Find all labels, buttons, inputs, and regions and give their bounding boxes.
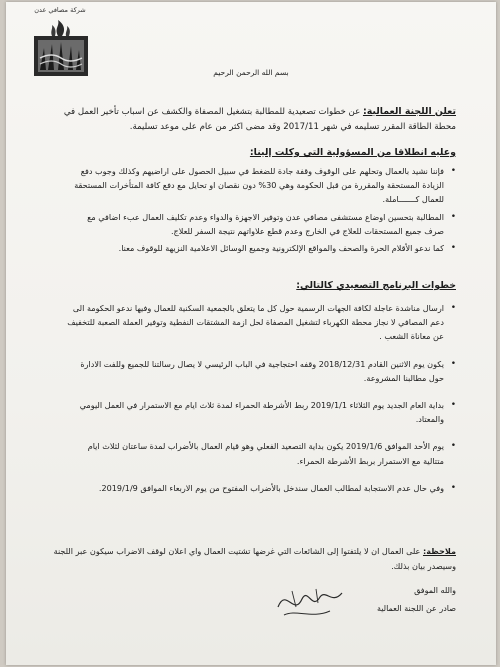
document-page [6,2,496,665]
issuer-line: صادر عن اللجنة العمالية [376,604,456,613]
escalation-heading: خطوات البرنامج التصعيدي كالتالي: [296,280,456,291]
escalation-step: • يكون يوم الاثنين القادم 2018/12/31 وقفه احتجاجية في الباب الرئيسي لا يصال رسالتنا للجميع وللفت الادارة حول مطالبنا المشروعة. [66,357,456,385]
demand-item: • المطالبة بتحسين اوضاع مستشفى مصافي عدن وتوفير الاجهزة والدواء وعدم تكليف العمال عبء اضافي مع صرف جميع المستحقات للعلاج في الخارج وعدم قطع علاواتهم نتيجة السفر للعلاج. [66,210,456,238]
demands-section [66,147,456,258]
escalation-step: • ارسال مناشدة عاجلة لكافة الجهات الرسمية حول كل ما يتعلق بالجمعية السكنية للعمال وفيها ندعو الحكومة الى دعم المصافي لا نجاز محطة الكهرباء لتشغيل المصفاة لحل ازمة المشتقات النفطية وتوفير العملة الصعبة للتخفيف عن معاناة الشعب . [66,301,456,344]
closing-line: والله الموفق [414,586,456,595]
intro-paragraph [46,104,456,135]
closing-block [46,582,456,618]
escalation-step: • يوم الأحد الموافق 2019/1/6 يكون بداية التصعيد الفعلي وهو قيام العمال بالأضراب لمدة ساعتان لثلاث ايام متتالية مع الاستمرار بربط الأشرطة الحمراء. [66,439,456,467]
escalation-step: • بداية العام الجديد يوم الثلاثاء 2019/1/1 ربط الأشرطة الحمراء لمدة ثلاث ايام مع الاستمرار في العمل اليومي والمعتاد. [66,398,456,426]
note-label: ملاحظة: [422,546,456,556]
demand-item: • فإننا نشيد بالعمال وتحلهم على الوقوف وقفة جادة للضغط في سبيل الحصول على اراضيهم وكذلك وجوب دفع الزيادة المستحقة والمقررة من قبل الحكومة وهي 30% دون نقصان او تحايل مع دفع كافة المتأخرات المستحقة للعمال كـــــــاملة. [66,164,456,207]
intro-lead: تعلن اللجنة العمالية: [362,106,456,117]
escalation-step: • وفي حال عدم الاستجابة لمطالب العمال سندخل بالأضراب المفتوح من يوم الاربعاء الموافق 2019/1/9. [66,481,456,495]
company-name: شركة مصافي عدن [34,6,86,14]
note-paragraph [46,544,456,573]
note-text: على العمال ان لا يلتفتوا إلى الشائعات التي غرضها تشتيت العمال واي اعلان لوقف الاضراب سيكون عبر اللجنة وسيصدر بيان بذلك. [53,546,456,571]
basmala: بسم الله الرحمن الرحيم [213,68,289,77]
demands-list [66,164,456,255]
escalation-list [66,301,456,495]
escalation-section [66,280,456,508]
intro-text: عن خطوات تصعيدية للمطالبة بتشغيل المصفاة والكشف عن اسباب تأخير العمل في محطة الطاقة المقرر تسليمه في شهر 2017/11 وقد مضى اكثر من عام على موعد تسليمة. [63,107,456,132]
demand-item: • كما ندعو الأقلام الحرة والصحف والمواقع الإلكترونية وجميع الوسائل الاعلامية النزيهة للوقوف معنا. [66,241,456,255]
demands-heading: وعليه انطلاقا من المسؤولية التي وكلت إلينا: [249,147,456,158]
